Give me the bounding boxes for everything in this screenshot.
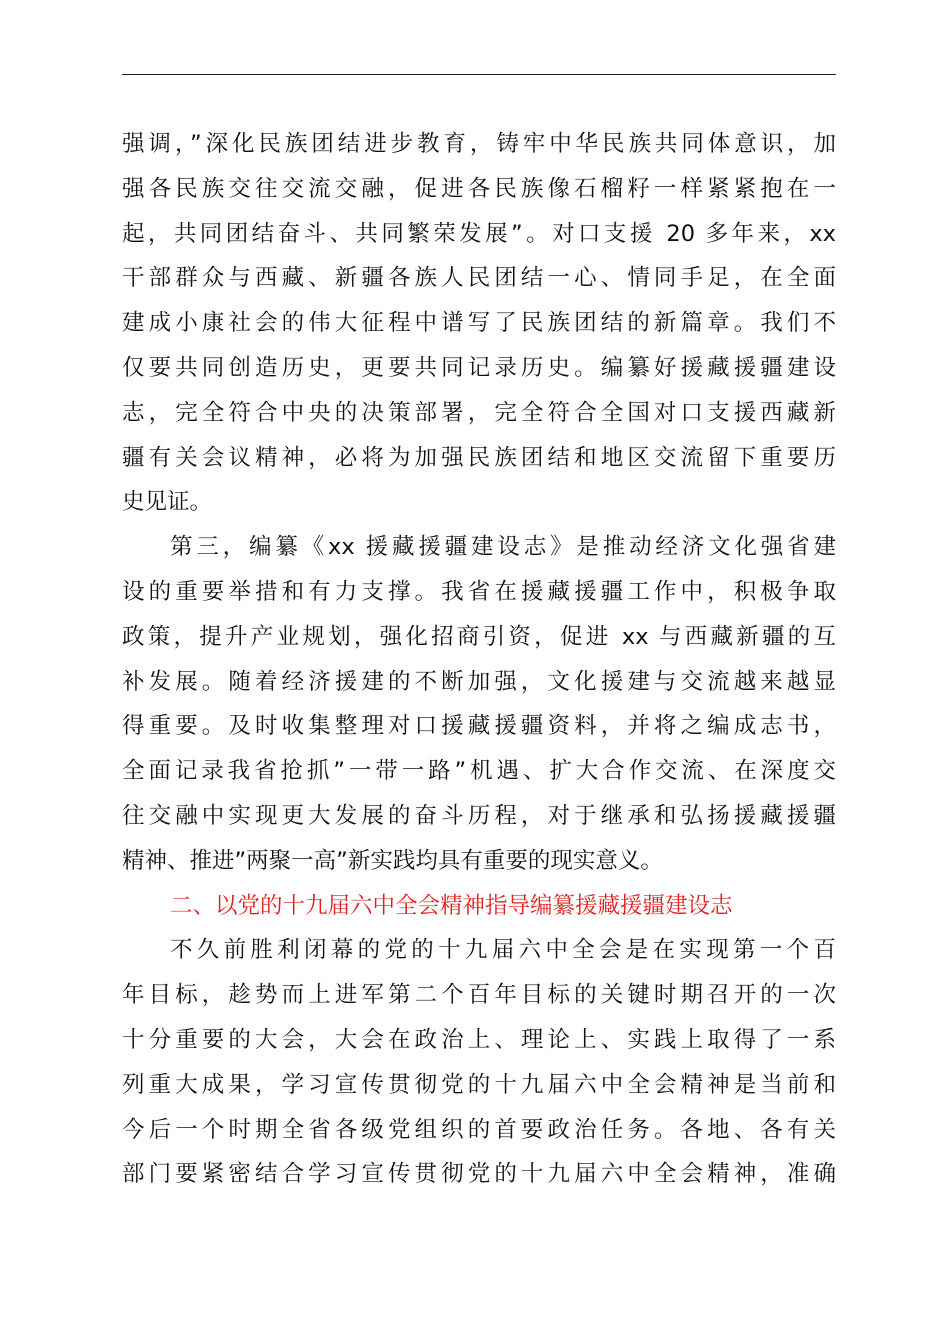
text-line: 设的重要举措和有力支撑。我省在援藏援疆工作中，积极争取 — [122, 578, 836, 605]
text-line: 十分重要的大会，大会在政治上、理论上、实践上取得了一系 — [122, 1026, 836, 1053]
text-line: 今后一个时期全省各级党组织的首要政治任务。各地、各有关 — [122, 1116, 836, 1143]
text-line: 补发展。随着经济援建的不断加强，文化援建与交流越来越显 — [122, 668, 836, 695]
text-line: 起，共同团结奋斗、共同繁荣发展”。对口支援 20 多年来，xx — [122, 220, 836, 247]
text-line: 政策，提升产业规划，强化招商引资，促进 xx 与西藏新疆的互 — [122, 623, 836, 650]
document-body — [122, 122, 836, 1197]
text-line: 年目标，趁势而上进军第二个百年目标的关键时期召开的一次 — [122, 982, 836, 1009]
text-line: 列重大成果，学习宣传贯彻党的十九届六中全会精神是当前和 — [122, 1071, 836, 1098]
text-line: 建成小康社会的伟大征程中谱写了民族团结的新篇章。我们不 — [122, 310, 836, 337]
section-heading: 二、以党的十九届六中全会精神指导编纂援藏援疆建设志 — [170, 892, 733, 919]
text-line: 史见证。 — [122, 489, 213, 516]
text-line: 仅要共同创造历史，更要共同记录历史。编纂好援藏援疆建设 — [122, 354, 836, 381]
text-line: 得重要。及时收集整理对口援藏援疆资料，并将之编成志书， — [122, 713, 836, 740]
text-line: 疆有关会议精神，必将为加强民族团结和地区交流留下重要历 — [122, 444, 836, 471]
text-line: 强各民族交往交流交融，促进各民族像石榴籽一样紧紧抱在一 — [122, 175, 836, 202]
text-line: 部门要紧密结合学习宣传贯彻党的十九届六中全会精神，准确 — [122, 1161, 836, 1188]
paragraph-first-line: 第三，编纂《xx 援藏援疆建设志》是推动经济文化强省建 — [170, 534, 836, 561]
text-line: 往交融中实现更大发展的奋斗历程，对于继承和弘扬援藏援疆 — [122, 802, 836, 829]
text-line: 全面记录我省抢抓”一带一路”机遇、扩大合作交流、在深度交 — [122, 758, 836, 785]
text-line: 干部群众与西藏、新疆各族人民团结一心、情同手足，在全面 — [122, 265, 836, 292]
paragraph-first-line: 不久前胜利闭幕的党的十九届六中全会是在实现第一个百 — [170, 937, 836, 964]
text-line: 志，完全符合中央的决策部署，完全符合全国对口支援西藏新 — [122, 399, 836, 426]
text-line: 强调，”深化民族团结进步教育，铸牢中华民族共同体意识，加 — [122, 131, 836, 157]
header-rule — [122, 74, 836, 75]
text-line: 精神、推进”两聚一高”新实践均具有重要的现实意义。 — [122, 847, 663, 874]
